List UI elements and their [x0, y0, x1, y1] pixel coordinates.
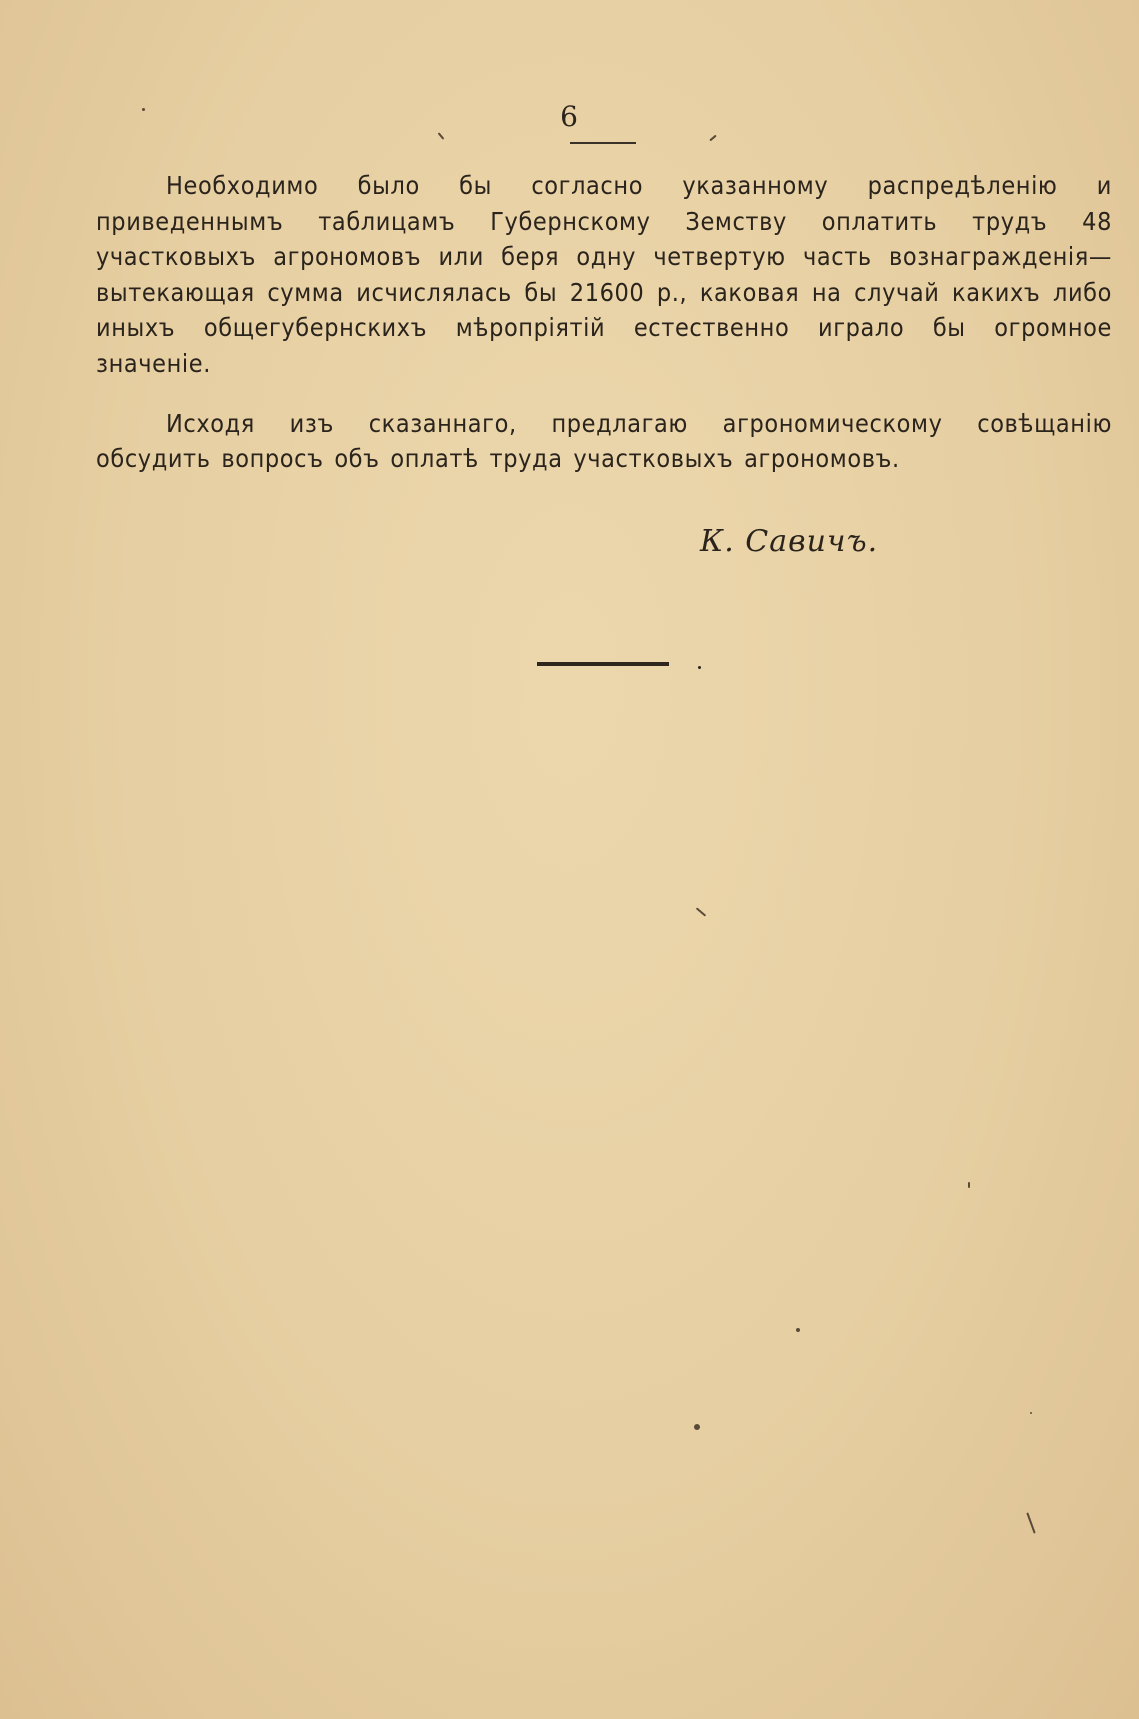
- paper-speck: [796, 1328, 800, 1332]
- paper-speck: [142, 108, 145, 111]
- end-dot: [698, 666, 701, 669]
- paragraph-proposal: Исходя изъ сказаннаго, предлагаю агрономическому совѣщанію обсудить вопросъ объ оплатѣ труда участковыхъ агрономовъ.: [96, 408, 1112, 474]
- paragraph-payment-calculation: Необходимо было бы согласно указанному распредѣленію и приведеннымъ таблицамъ Губернскому Земству оплатить трудъ 48 участковыхъ агрономовъ или беря одну четвертую часть вознагражденія—вытекающая сумма исчислялась бы 21600 р., каковая на случай какихъ либо иныхъ общегубернскихъ мѣропріятій естественно играло бы огромное значеніе.: [96, 171, 1112, 378]
- paper-speck: [1030, 1412, 1032, 1414]
- signature: К. Савичъ.: [700, 524, 879, 559]
- paper-speck: [694, 1424, 700, 1430]
- page-number: 6: [560, 100, 579, 133]
- paper-speck: [1026, 1512, 1035, 1533]
- end-rule: [537, 662, 669, 666]
- body-text: [96, 168, 1112, 477]
- paper-speck: [696, 907, 706, 916]
- page-number-rule: [570, 142, 636, 144]
- paper-speck: [438, 132, 445, 139]
- paper-speck: [709, 135, 716, 142]
- paper-speck: [968, 1182, 970, 1188]
